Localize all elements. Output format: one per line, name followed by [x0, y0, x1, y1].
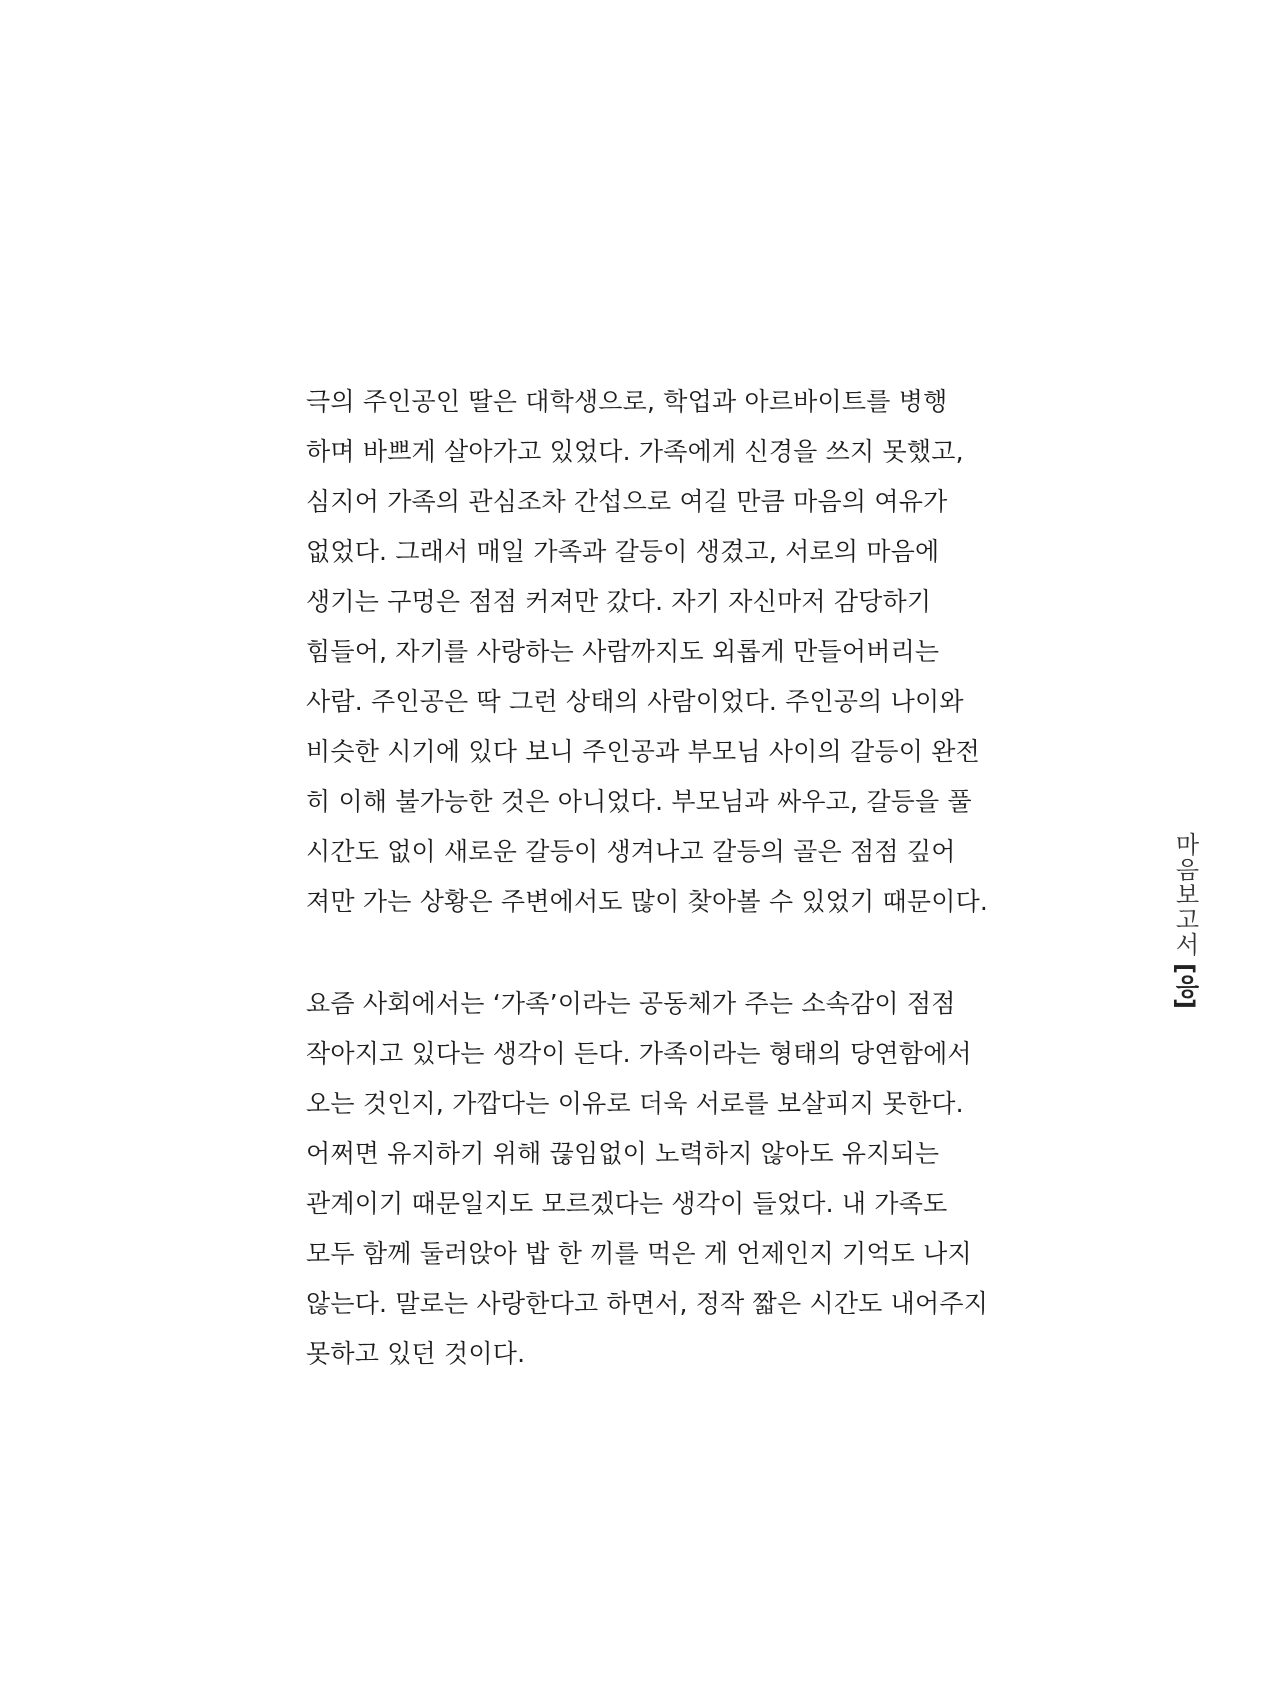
- text-line: 시간도 없이 새로운 갈등이 생겨나고 갈등의 골은 점점 깊어: [306, 837, 956, 866]
- text-line: 관계이기 때문일지도 모르겠다는 생각이 들었다. 내 가족도: [306, 1189, 948, 1218]
- paragraph-2: [306, 979, 989, 1379]
- text-line: 사람. 주인공은 딱 그런 상태의 사람이었다. 주인공의 나이와: [306, 687, 964, 716]
- text-line: 모두 함께 둘러앉아 밥 한 끼를 먹은 게 언제인지 기억도 나지: [306, 1239, 972, 1268]
- text-line: 심지어 가족의 관심조차 간섭으로 여길 만큼 마음의 여유가: [306, 487, 948, 516]
- essay-body: [306, 377, 989, 1379]
- text-line: 작아지고 있다는 생각이 든다. 가족이라는 형태의 당연함에서: [306, 1039, 972, 1068]
- text-line: 어쩌면 유지하기 위해 끊임없이 노력하지 않아도 유지되는: [306, 1139, 940, 1168]
- text-line: 하며 바쁘게 살아가고 있었다. 가족에게 신경을 쓰지 못했고,: [306, 437, 964, 466]
- badge-label: 응: [1171, 973, 1199, 998]
- section-title: 마음보고서: [1171, 832, 1199, 957]
- text-line: 못하고 있던 것이다.: [306, 1339, 526, 1368]
- text-line: 극의 주인공인 딸은 대학생으로, 학업과 아르바이트를 병행: [306, 387, 948, 416]
- paragraph-1: [306, 377, 989, 927]
- section-side-tab: [1168, 832, 1203, 1009]
- text-line: 생기는 구멍은 점점 커져만 갔다. 자기 자신마저 감당하기: [306, 587, 932, 616]
- section-badge: [1168, 963, 1203, 1009]
- text-line: 져만 가는 상황은 주변에서도 많이 찾아볼 수 있었기 때문이다.: [306, 887, 989, 916]
- text-line: 없었다. 그래서 매일 가족과 갈등이 생겼고, 서로의 마음에: [306, 537, 940, 566]
- text-line: 비슷한 시기에 있다 보니 주인공과 부모님 사이의 갈등이 완전: [306, 737, 980, 766]
- bracket-open: [: [1171, 963, 1199, 974]
- paragraph-spacer: [306, 927, 966, 979]
- text-line: 요즘 사회에서는 ‘가족’이라는 공동체가 주는 소속감이 점점: [306, 989, 956, 1018]
- text-line: 히 이해 불가능한 것은 아니었다. 부모님과 싸우고, 갈등을 풀: [306, 787, 972, 816]
- bracket-close: ]: [1171, 997, 1199, 1009]
- text-line: 힘들어, 자기를 사랑하는 사람까지도 외롭게 만들어버리는: [306, 637, 940, 666]
- text-line: 오는 것인지, 가깝다는 이유로 더욱 서로를 보살피지 못한다.: [306, 1089, 964, 1118]
- text-line: 않는다. 말로는 사랑한다고 하면서, 정작 짧은 시간도 내어주지: [306, 1289, 989, 1318]
